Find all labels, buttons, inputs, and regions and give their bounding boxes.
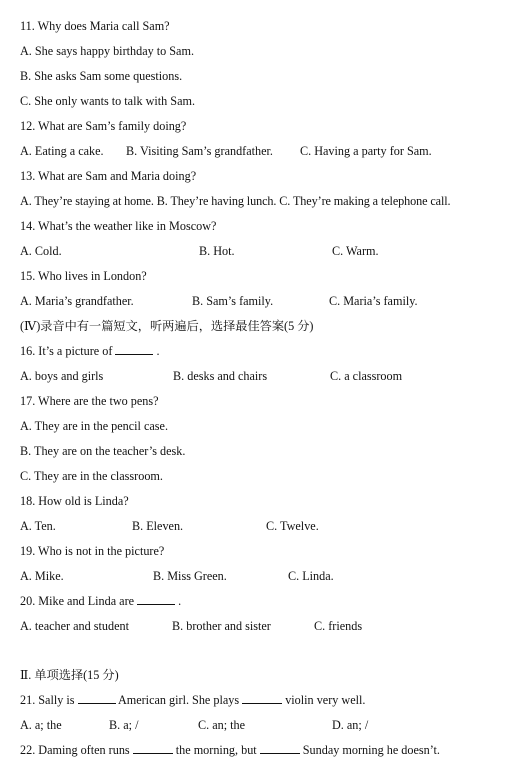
q20-stem-text: 20. Mike and Linda are [20, 594, 135, 608]
q20-answer-blank [137, 594, 175, 605]
q21-blank-1 [78, 693, 116, 704]
q15-stem: 15. Who lives in London? [20, 269, 147, 283]
q15-option-c: C. Maria’s family. [329, 294, 418, 308]
q16-option-a: A. boys and girls [20, 369, 104, 383]
q21-text-2: American girl. She plays [117, 693, 240, 707]
q13-options: A. They’re staying at home. B. They’re having lunch. C. They’re making a telephone call. [20, 194, 451, 208]
q19-option-b: B. Miss Green. [153, 569, 227, 583]
q14-option-c: C. Warm. [332, 244, 379, 258]
q16-option-c: C. a classroom [330, 369, 403, 383]
q16-stem-text: 16. It’s a picture of [20, 344, 113, 358]
q19-option-a: A. Mike. [20, 569, 64, 583]
q22-text-3: Sunday morning he doesn’t. [302, 743, 440, 757]
q18-option-c: C. Twelve. [266, 519, 319, 533]
q22-blank-2 [260, 743, 300, 754]
q20-option-a: A. teacher and student [20, 619, 129, 633]
q11-option-b: B. She asks Sam some questions. [20, 69, 183, 83]
q21-blank-2 [242, 693, 282, 704]
q20-option-c: C. friends [314, 619, 363, 633]
section-4-heading: (Ⅳ)录音中有一篇短文，听两遍后，选择最佳答案(5 分) [20, 319, 314, 333]
q13-stem: 13. What are Sam and Maria doing? [20, 169, 197, 183]
q11-stem: 11. Why does Maria call Sam? [20, 19, 170, 33]
q12-option-a: A. Eating a cake. [20, 144, 104, 158]
q22-text-1: 22. Daming often runs [20, 743, 130, 757]
q21-text-3: violin very well. [285, 693, 366, 707]
q15-option-b: B. Sam’s family. [192, 294, 274, 308]
q12-stem: 12. What are Sam’s family doing? [20, 119, 187, 133]
q22-blank-1 [133, 743, 173, 754]
q16-option-b: B. desks and chairs [173, 369, 268, 383]
q12-option-b: B. Visiting Sam’s grandfather. [126, 144, 273, 158]
section-2-heading: Ⅱ. 单项选择(15 分) [20, 668, 119, 682]
q21-option-c: C. an; the [198, 718, 246, 732]
q12-option-c: C. Having a party for Sam. [300, 144, 432, 158]
q14-stem: 14. What’s the weather like in Moscow? [20, 219, 217, 233]
q21-option-b: B. a; / [109, 718, 139, 732]
q20-stem-end: . [178, 594, 182, 608]
q17-option-a: A. They are in the pencil case. [20, 419, 168, 433]
q21-text-1: 21. Sally is [20, 693, 75, 707]
q22-stem [20, 743, 440, 758]
q21-option-a: A. a; the [20, 718, 62, 732]
q20-option-b: B. brother and sister [172, 619, 271, 633]
q16-answer-blank [115, 344, 153, 355]
q21-stem [20, 693, 365, 708]
q20-stem [20, 594, 181, 609]
q11-option-a: A. She says happy birthday to Sam. [20, 44, 194, 58]
q11-option-c: C. She only wants to talk with Sam. [20, 94, 196, 108]
q18-option-b: B. Eleven. [132, 519, 184, 533]
q18-option-a: A. Ten. [20, 519, 56, 533]
q21-option-d: D. an; / [332, 718, 369, 732]
q14-option-b: B. Hot. [199, 244, 235, 258]
q19-stem: 19. Who is not in the picture? [20, 544, 165, 558]
q17-option-c: C. They are in the classroom. [20, 469, 163, 483]
q18-stem: 18. How old is Linda? [20, 494, 129, 508]
q14-option-a: A. Cold. [20, 244, 62, 258]
q15-option-a: A. Maria’s grandfather. [20, 294, 134, 308]
q17-option-b: B. They are on the teacher’s desk. [20, 444, 186, 458]
q17-stem: 17. Where are the two pens? [20, 394, 159, 408]
q22-text-2: the morning, but [175, 743, 257, 757]
q16-stem-end: . [156, 344, 160, 358]
q19-option-c: C. Linda. [288, 569, 334, 583]
q16-stem [20, 344, 160, 359]
